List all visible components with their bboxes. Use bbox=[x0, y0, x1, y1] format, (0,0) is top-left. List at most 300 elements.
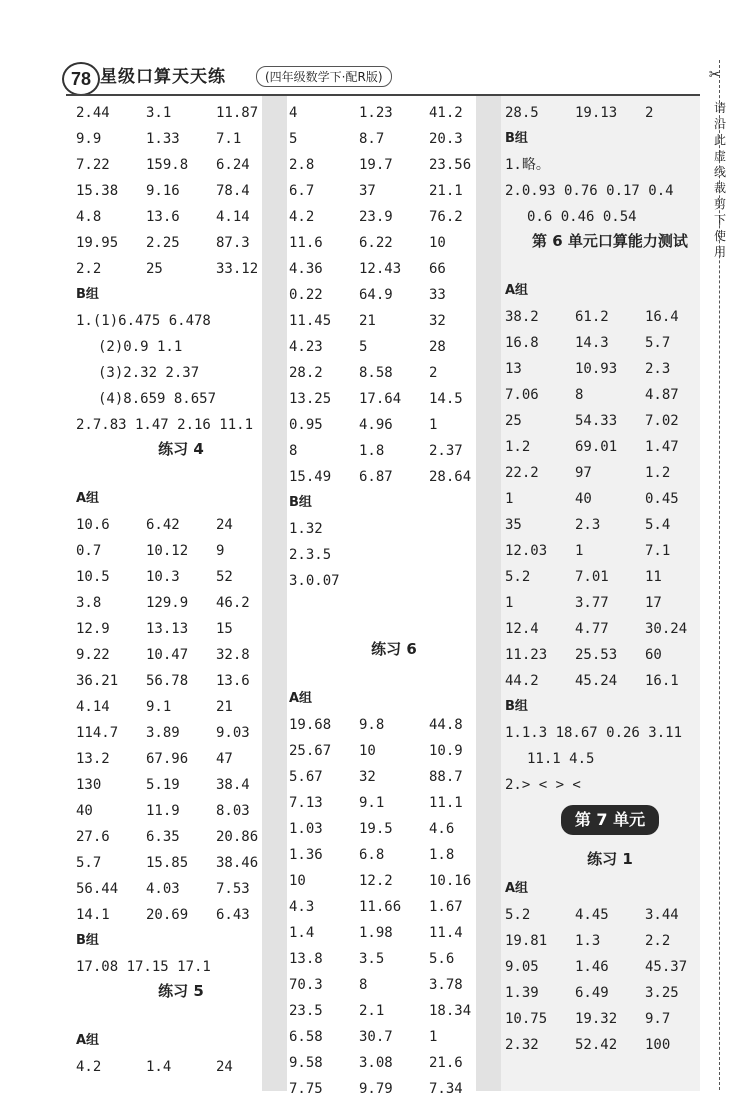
answer-value: 45.37 bbox=[645, 959, 688, 975]
answer-value: 13.6 bbox=[216, 673, 250, 689]
answer-value: 1.36 bbox=[289, 847, 323, 863]
answer-row bbox=[76, 204, 286, 230]
answer-value: 5.67 bbox=[289, 769, 323, 785]
answer-value: 23.5 bbox=[289, 1003, 323, 1019]
answer-row bbox=[505, 538, 715, 564]
answer-value: 11.4 bbox=[429, 925, 463, 941]
answer-line: 1.略。 bbox=[505, 157, 550, 173]
answer-value: 17 bbox=[645, 595, 662, 611]
answer-value: 4.87 bbox=[645, 387, 679, 403]
answer-value: 19.13 bbox=[575, 105, 618, 121]
answer-value: 6.35 bbox=[146, 829, 180, 845]
answer-value: 38.46 bbox=[216, 855, 259, 871]
answer-value: 11.6 bbox=[289, 235, 323, 251]
answer-value: 3.78 bbox=[429, 977, 463, 993]
answer-value: 27.6 bbox=[76, 829, 110, 845]
answer-row bbox=[505, 304, 715, 330]
book-brand-title: 星级口算天天练 bbox=[100, 67, 226, 87]
answer-value: 4.8 bbox=[76, 209, 102, 225]
answer-row bbox=[76, 668, 286, 694]
answer-value: 19.32 bbox=[575, 1011, 618, 1027]
answer-value: 5.19 bbox=[146, 777, 180, 793]
answer-value: 28.5 bbox=[505, 105, 539, 121]
exercise-title: 练习 5 bbox=[158, 982, 204, 1000]
answer-value: 9.8 bbox=[359, 717, 385, 733]
page-header bbox=[0, 0, 750, 96]
answer-value: 6.8 bbox=[359, 847, 385, 863]
answer-value: 3.1 bbox=[146, 105, 172, 121]
answer-value: 2.37 bbox=[429, 443, 463, 459]
answer-value: 7.13 bbox=[289, 795, 323, 811]
answer-row bbox=[289, 712, 499, 738]
answer-value: 7.53 bbox=[216, 881, 250, 897]
answer-row bbox=[505, 954, 715, 980]
answer-value: 78.4 bbox=[216, 183, 250, 199]
answer-value: 25 bbox=[505, 413, 522, 429]
cut-instruction: 请沿此虚线裁剪下使用 bbox=[713, 101, 726, 259]
answer-value: 1 bbox=[429, 1029, 438, 1045]
answer-row bbox=[76, 824, 286, 850]
answer-value: 5.4 bbox=[645, 517, 671, 533]
answer-value: 21 bbox=[359, 313, 376, 329]
answer-value: 5.2 bbox=[505, 907, 531, 923]
answer-value: 47 bbox=[216, 751, 233, 767]
answer-value: 69.01 bbox=[575, 439, 618, 455]
answer-value: 1.8 bbox=[359, 443, 385, 459]
answer-value: 8 bbox=[575, 387, 584, 403]
answer-value: 60 bbox=[645, 647, 662, 663]
answer-value: 18.34 bbox=[429, 1003, 472, 1019]
answer-column-1 bbox=[76, 100, 286, 1080]
group-b-label: B组 bbox=[76, 287, 99, 302]
answer-row bbox=[289, 386, 499, 412]
answer-value: 1.4 bbox=[146, 1059, 172, 1075]
answer-value: 20.69 bbox=[146, 907, 189, 923]
answer-value: 32.8 bbox=[216, 647, 250, 663]
answer-value: 7.06 bbox=[505, 387, 539, 403]
answer-row bbox=[76, 720, 286, 746]
group-a-label: A组 bbox=[505, 283, 529, 298]
answer-value: 11.45 bbox=[289, 313, 332, 329]
answer-row bbox=[289, 282, 499, 308]
answer-row bbox=[76, 512, 286, 538]
answer-value: 64.9 bbox=[359, 287, 393, 303]
answer-value: 5 bbox=[359, 339, 368, 355]
unit-test-title: 第 6 单元口算能力测试 bbox=[532, 232, 688, 250]
answer-value: 1 bbox=[429, 417, 438, 433]
scissors-icon: ✂ bbox=[709, 64, 720, 85]
answer-value: 14.1 bbox=[76, 907, 110, 923]
answer-value: 14.5 bbox=[429, 391, 463, 407]
answer-value: 7.02 bbox=[645, 413, 679, 429]
answer-value: 16.8 bbox=[505, 335, 539, 351]
answer-value: 3.8 bbox=[76, 595, 102, 611]
answer-line: (3)2.32 2.37 bbox=[98, 365, 200, 381]
unit-7-heading bbox=[505, 798, 715, 842]
answer-value: 5 bbox=[289, 131, 298, 147]
answer-value: 9.79 bbox=[359, 1081, 393, 1097]
answer-value: 30.7 bbox=[359, 1029, 393, 1045]
answer-value: 4.3 bbox=[289, 899, 315, 915]
answer-column-2 bbox=[289, 100, 499, 1102]
answer-value: 38.2 bbox=[505, 309, 539, 325]
answer-line: 2.> < > < bbox=[505, 777, 581, 793]
answer-value: 2.25 bbox=[146, 235, 180, 251]
answer-value: 7.34 bbox=[429, 1081, 463, 1097]
answer-row bbox=[505, 486, 715, 512]
answer-value: 52 bbox=[216, 569, 233, 585]
answer-column-3 bbox=[505, 100, 715, 1058]
answer-value: 1.3 bbox=[575, 933, 601, 949]
answer-value: 10.6 bbox=[76, 517, 110, 533]
answer-value: 10.3 bbox=[146, 569, 180, 585]
answer-row bbox=[505, 902, 715, 928]
answer-value: 4.2 bbox=[289, 209, 315, 225]
answer-row bbox=[289, 100, 499, 126]
answer-value: 13.13 bbox=[146, 621, 189, 637]
answer-value: 4.77 bbox=[575, 621, 609, 637]
answer-value: 12.03 bbox=[505, 543, 548, 559]
edition-label: (四年级数学下·配R版) bbox=[256, 66, 392, 87]
answer-value: 1.98 bbox=[359, 925, 393, 941]
answer-value: 10.75 bbox=[505, 1011, 548, 1027]
answer-value: 6.7 bbox=[289, 183, 315, 199]
group-a-label: A组 bbox=[505, 881, 529, 896]
answer-row bbox=[289, 946, 499, 972]
answer-row bbox=[505, 980, 715, 1006]
answer-value: 8.58 bbox=[359, 365, 393, 381]
answer-value: 9.9 bbox=[76, 131, 102, 147]
answer-value: 24 bbox=[216, 517, 233, 533]
answer-row bbox=[289, 464, 499, 490]
answer-value: 3.44 bbox=[645, 907, 679, 923]
answer-value: 1.8 bbox=[429, 847, 455, 863]
answer-value: 4.36 bbox=[289, 261, 323, 277]
answer-value: 129.9 bbox=[146, 595, 189, 611]
answer-value: 10.47 bbox=[146, 647, 189, 663]
answer-value: 1.23 bbox=[359, 105, 393, 121]
answer-value: 8.03 bbox=[216, 803, 250, 819]
answer-value: 6.87 bbox=[359, 469, 393, 485]
answer-value: 4.2 bbox=[76, 1059, 102, 1075]
answer-row bbox=[289, 998, 499, 1024]
answer-row bbox=[505, 382, 715, 408]
answer-row bbox=[76, 850, 286, 876]
answer-row bbox=[76, 746, 286, 772]
answer-value: 15.49 bbox=[289, 469, 332, 485]
answer-row bbox=[505, 434, 715, 460]
answer-value: 4.96 bbox=[359, 417, 393, 433]
exercise-title: 练习 6 bbox=[371, 640, 417, 658]
answer-row bbox=[289, 230, 499, 256]
answer-row bbox=[289, 256, 499, 282]
answer-value: 33 bbox=[429, 287, 446, 303]
answer-value: 67.96 bbox=[146, 751, 189, 767]
exercise-title: 练习 4 bbox=[158, 440, 204, 458]
answer-value: 6.43 bbox=[216, 907, 250, 923]
answer-row bbox=[289, 972, 499, 998]
answer-value: 17.64 bbox=[359, 391, 402, 407]
unit-7-title: 第 7 单元 bbox=[561, 805, 659, 835]
answer-value: 24 bbox=[216, 1059, 233, 1075]
answer-value: 9.05 bbox=[505, 959, 539, 975]
answer-value: 4.03 bbox=[146, 881, 180, 897]
answer-row bbox=[289, 1024, 499, 1050]
answer-row bbox=[505, 564, 715, 590]
answer-value: 10.9 bbox=[429, 743, 463, 759]
answer-value: 6.22 bbox=[359, 235, 393, 251]
answer-value: 87.3 bbox=[216, 235, 250, 251]
answer-value: 4 bbox=[289, 105, 298, 121]
group-b-label: B组 bbox=[505, 131, 528, 146]
group-b-label: B组 bbox=[76, 933, 99, 948]
answer-value: 25.53 bbox=[575, 647, 618, 663]
answer-value: 5.7 bbox=[76, 855, 102, 871]
answer-line: 17.08 17.15 17.1 bbox=[76, 959, 211, 975]
answer-value: 159.8 bbox=[146, 157, 189, 173]
answer-value: 1.2 bbox=[645, 465, 671, 481]
answer-value: 15.85 bbox=[146, 855, 189, 871]
answer-line: 1.(1)6.475 6.478 bbox=[76, 313, 211, 329]
answer-value: 130 bbox=[76, 777, 102, 793]
answer-value: 28.2 bbox=[289, 365, 323, 381]
answer-value: 10.16 bbox=[429, 873, 472, 889]
answer-value: 5.7 bbox=[645, 335, 671, 351]
answer-line: (4)8.659 8.657 bbox=[98, 391, 217, 407]
answer-row bbox=[505, 1032, 715, 1058]
answer-value: 13.2 bbox=[76, 751, 110, 767]
answer-row bbox=[289, 1050, 499, 1076]
answer-row bbox=[289, 204, 499, 230]
answer-value: 38.4 bbox=[216, 777, 250, 793]
exercise-title: 练习 1 bbox=[587, 850, 633, 868]
answer-value: 11.9 bbox=[146, 803, 180, 819]
answer-row bbox=[289, 894, 499, 920]
answer-value: 45.24 bbox=[575, 673, 618, 689]
answer-value: 114.7 bbox=[76, 725, 119, 741]
answer-row bbox=[76, 256, 286, 282]
answer-value: 11.87 bbox=[216, 105, 259, 121]
answer-value: 1.03 bbox=[289, 821, 323, 837]
answer-value: 13 bbox=[505, 361, 522, 377]
answer-value: 3.08 bbox=[359, 1055, 393, 1071]
answer-value: 6.42 bbox=[146, 517, 180, 533]
answer-value: 16.1 bbox=[645, 673, 679, 689]
group-a-label: A组 bbox=[289, 691, 313, 706]
answer-value: 5.6 bbox=[429, 951, 455, 967]
answer-value: 44.8 bbox=[429, 717, 463, 733]
answer-value: 6.49 bbox=[575, 985, 609, 1001]
answer-value: 19.81 bbox=[505, 933, 548, 949]
answer-value: 2.32 bbox=[505, 1037, 539, 1053]
answer-line: 1.32 bbox=[289, 521, 323, 537]
answer-value: 0.7 bbox=[76, 543, 102, 559]
answer-value: 25.67 bbox=[289, 743, 332, 759]
answer-value: 19.95 bbox=[76, 235, 119, 251]
answer-value: 7.22 bbox=[76, 157, 110, 173]
answer-row bbox=[289, 178, 499, 204]
answer-row bbox=[289, 438, 499, 464]
answer-value: 7.01 bbox=[575, 569, 609, 585]
answer-row bbox=[76, 538, 286, 564]
group-b-label: B组 bbox=[505, 699, 528, 714]
answer-row bbox=[76, 902, 286, 928]
answer-value: 13.6 bbox=[146, 209, 180, 225]
answer-value: 8.7 bbox=[359, 131, 385, 147]
answer-row bbox=[505, 460, 715, 486]
answer-line: 3.0.07 bbox=[289, 573, 340, 589]
answer-value: 32 bbox=[359, 769, 376, 785]
answer-value: 0.45 bbox=[645, 491, 679, 507]
answer-row bbox=[76, 564, 286, 590]
answer-value: 10.12 bbox=[146, 543, 189, 559]
answer-value: 21.6 bbox=[429, 1055, 463, 1071]
answer-value: 25 bbox=[146, 261, 163, 277]
answer-value: 14.3 bbox=[575, 335, 609, 351]
answer-row bbox=[76, 694, 286, 720]
answer-value: 12.4 bbox=[505, 621, 539, 637]
answer-value: 3.77 bbox=[575, 595, 609, 611]
answer-value: 13.8 bbox=[289, 951, 323, 967]
answer-value: 1 bbox=[575, 543, 584, 559]
answer-row bbox=[76, 616, 286, 642]
answer-value: 28 bbox=[429, 339, 446, 355]
answer-value: 88.7 bbox=[429, 769, 463, 785]
answer-row bbox=[76, 100, 286, 126]
answer-value: 23.56 bbox=[429, 157, 472, 173]
answer-row bbox=[505, 590, 715, 616]
answer-row bbox=[289, 920, 499, 946]
answer-value: 76.2 bbox=[429, 209, 463, 225]
answer-value: 13.25 bbox=[289, 391, 332, 407]
answer-row bbox=[289, 764, 499, 790]
answer-value: 12.2 bbox=[359, 873, 393, 889]
group-b-label: B组 bbox=[289, 495, 312, 510]
answer-value: 1.39 bbox=[505, 985, 539, 1001]
answer-row bbox=[76, 152, 286, 178]
group-a-label: A组 bbox=[76, 1033, 100, 1048]
answer-value: 10.5 bbox=[76, 569, 110, 585]
answer-value: 3.25 bbox=[645, 985, 679, 1001]
answer-value: 33.12 bbox=[216, 261, 259, 277]
answer-row bbox=[76, 178, 286, 204]
answer-row bbox=[76, 230, 286, 256]
answer-value: 1 bbox=[505, 491, 514, 507]
answer-line: (2)0.9 1.1 bbox=[98, 339, 183, 355]
answer-value: 2.3 bbox=[645, 361, 671, 377]
answer-row bbox=[505, 616, 715, 642]
answer-value: 12.43 bbox=[359, 261, 402, 277]
answer-value: 3.89 bbox=[146, 725, 180, 741]
answer-row bbox=[76, 798, 286, 824]
answer-value: 2.3 bbox=[575, 517, 601, 533]
answer-value: 11.66 bbox=[359, 899, 402, 915]
answer-value: 9.16 bbox=[146, 183, 180, 199]
answer-value: 3.5 bbox=[359, 951, 385, 967]
answer-value: 40 bbox=[575, 491, 592, 507]
answer-value: 4.23 bbox=[289, 339, 323, 355]
answer-value: 2.2 bbox=[76, 261, 102, 277]
answer-row bbox=[76, 590, 286, 616]
answer-value: 40 bbox=[76, 803, 93, 819]
answer-value: 9 bbox=[216, 543, 225, 559]
answer-value: 4.14 bbox=[216, 209, 250, 225]
answer-value: 1.46 bbox=[575, 959, 609, 975]
answer-value: 1.67 bbox=[429, 899, 463, 915]
answer-value: 20.86 bbox=[216, 829, 259, 845]
answer-value: 7.1 bbox=[216, 131, 242, 147]
page-number-badge: 78 bbox=[62, 62, 100, 96]
answer-row bbox=[505, 928, 715, 954]
answer-value: 37 bbox=[359, 183, 376, 199]
answer-row bbox=[289, 738, 499, 764]
answer-line: 2.7.83 1.47 2.16 11.1 bbox=[76, 417, 254, 433]
answer-value: 9.1 bbox=[146, 699, 172, 715]
answer-value: 6.24 bbox=[216, 157, 250, 173]
answer-value: 10.93 bbox=[575, 361, 618, 377]
answer-row bbox=[76, 772, 286, 798]
answer-value: 56.78 bbox=[146, 673, 189, 689]
answer-row bbox=[505, 100, 715, 126]
answer-row bbox=[289, 412, 499, 438]
answer-value: 100 bbox=[645, 1037, 671, 1053]
answer-value: 30.24 bbox=[645, 621, 688, 637]
answer-row bbox=[505, 512, 715, 538]
answer-value: 9.1 bbox=[359, 795, 385, 811]
answer-value: 97 bbox=[575, 465, 592, 481]
answer-row bbox=[289, 790, 499, 816]
answer-value: 10 bbox=[359, 743, 376, 759]
answer-value: 1.2 bbox=[505, 439, 531, 455]
answer-value: 2.2 bbox=[645, 933, 671, 949]
answer-row bbox=[505, 642, 715, 668]
answer-value: 1.33 bbox=[146, 131, 180, 147]
answer-value: 12.9 bbox=[76, 621, 110, 637]
answer-value: 66 bbox=[429, 261, 446, 277]
answer-value: 21 bbox=[216, 699, 233, 715]
answer-row bbox=[505, 1006, 715, 1032]
answer-row bbox=[289, 868, 499, 894]
answer-value: 36.21 bbox=[76, 673, 119, 689]
answer-value: 52.42 bbox=[575, 1037, 618, 1053]
answer-value: 6.58 bbox=[289, 1029, 323, 1045]
answer-row bbox=[289, 152, 499, 178]
answer-value: 2.1 bbox=[359, 1003, 385, 1019]
answer-row bbox=[505, 408, 715, 434]
answer-value: 8 bbox=[359, 977, 368, 993]
answer-value: 16.4 bbox=[645, 309, 679, 325]
answer-value: 61.2 bbox=[575, 309, 609, 325]
answer-value: 2.44 bbox=[76, 105, 110, 121]
answer-value: 19.68 bbox=[289, 717, 332, 733]
answer-value: 22.2 bbox=[505, 465, 539, 481]
answer-value: 70.3 bbox=[289, 977, 323, 993]
answer-line: 2.0.93 0.76 0.17 0.4 bbox=[505, 183, 674, 199]
answer-value: 4.45 bbox=[575, 907, 609, 923]
answer-row bbox=[505, 668, 715, 694]
answer-row bbox=[289, 816, 499, 842]
group-a-label: A组 bbox=[76, 491, 100, 506]
answer-value: 9.7 bbox=[645, 1011, 671, 1027]
answer-value: 10 bbox=[429, 235, 446, 251]
answer-line: 0.6 0.46 0.54 bbox=[527, 209, 637, 225]
answer-value: 8 bbox=[289, 443, 298, 459]
answer-value: 9.03 bbox=[216, 725, 250, 741]
answer-line: 11.1 4.5 bbox=[527, 751, 595, 767]
answer-value: 54.33 bbox=[575, 413, 618, 429]
answer-value: 11.23 bbox=[505, 647, 548, 663]
answer-value: 2.8 bbox=[289, 157, 315, 173]
